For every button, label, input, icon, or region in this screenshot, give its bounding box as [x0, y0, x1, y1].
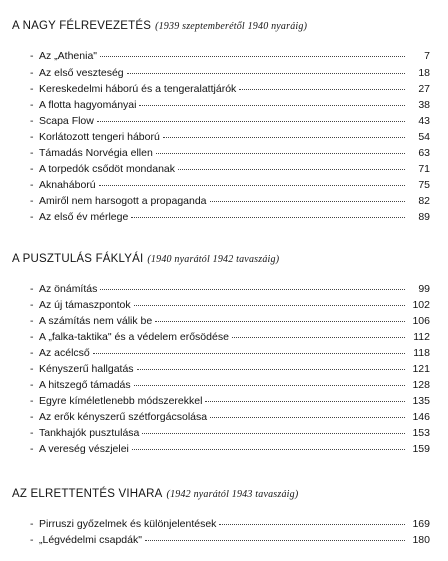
toc-entry: - Az „Athenia" 7	[30, 50, 430, 62]
section-title: A PUSZTULÁS FÁKLYÁI	[12, 253, 144, 265]
entry-page-number: 63	[418, 147, 430, 159]
dot-leader	[137, 368, 405, 370]
dot-leader	[210, 416, 405, 418]
entry-page-number: 75	[418, 179, 430, 191]
entry-page-number: 18	[418, 67, 430, 79]
entry-title: Amiről nem harsogott a propaganda	[39, 195, 207, 207]
dot-leader	[100, 288, 405, 290]
entry-page-number: 71	[418, 163, 430, 175]
entry-title: „Légvédelmi csapdák"	[39, 534, 142, 546]
dot-leader	[155, 320, 405, 322]
dot-leader	[131, 216, 405, 218]
entry-title: Scapa Flow	[39, 115, 94, 127]
entry-title: Az első veszteség	[39, 67, 124, 79]
entry-title: A „falka-taktika" és a védelem erősödése	[39, 331, 229, 343]
entry-page-number: 99	[418, 283, 430, 295]
dot-leader	[134, 384, 405, 386]
entry-title: Az új támaszpontok	[39, 299, 131, 311]
entry-page-number: 146	[412, 411, 430, 423]
dot-leader	[232, 336, 405, 338]
section-title: A NAGY FÉLREVEZETÉS	[12, 20, 152, 32]
dot-leader	[139, 104, 405, 106]
entry-title: A számítás nem válik be	[39, 315, 153, 327]
section-heading	[12, 488, 298, 500]
toc-entry: - A vereség vészjelei 159	[30, 443, 430, 455]
toc-entry: - Tankhajók pusztulása 153	[30, 427, 430, 439]
dot-leader	[239, 88, 405, 90]
toc-entry: - A flotta hagyományai 38	[30, 99, 430, 111]
entry-page-number: 38	[418, 99, 430, 111]
dot-leader	[178, 168, 405, 170]
section-subtitle: (1939 szeptemberétől 1940 nyaráig)	[155, 21, 308, 32]
entry-page-number: 128	[412, 379, 430, 391]
dot-leader	[93, 352, 405, 354]
entry-page-number: 135	[412, 395, 430, 407]
entry-title: Az acélcső	[39, 347, 90, 359]
toc-entry: - Korlátozott tengeri háború 54	[30, 131, 430, 143]
dot-leader	[142, 432, 405, 434]
toc-entry: - Az erők kényszerű szétforgácsolása 146	[30, 411, 430, 423]
dot-leader	[132, 448, 405, 450]
toc-entry: - Az első év mérlege 89	[30, 211, 430, 223]
entry-title: Kényszerű hallgatás	[39, 363, 134, 375]
entry-title: Pirruszi győzelmek és különjelentések	[39, 518, 217, 530]
entry-page-number: 169	[412, 518, 430, 530]
entry-title: Az önámítás	[39, 283, 98, 295]
entry-title: A hitszegő támadás	[39, 379, 131, 391]
entry-page-number: 121	[412, 363, 430, 375]
toc-entry: - Támadás Norvégia ellen 63	[30, 147, 430, 159]
entry-page-number: 7	[424, 50, 430, 62]
toc-entry: - Aknaháború 75	[30, 179, 430, 191]
toc-entry: - Az önámítás 99	[30, 283, 430, 295]
entry-title: Kereskedelmi háború és a tengeralattjárók	[39, 83, 237, 95]
toc-entry: - A torpedók csődöt mondanak 71	[30, 163, 430, 175]
dot-leader	[163, 136, 405, 138]
entry-page-number: 89	[418, 211, 430, 223]
entry-title: Aknaháború	[39, 179, 96, 191]
toc-entry: - Az acélcső 118	[30, 347, 430, 359]
dot-leader	[210, 200, 405, 202]
entry-title: Tankhajók pusztulása	[39, 427, 140, 439]
section-heading	[12, 253, 279, 265]
toc-entry: - Amiről nem harsogott a propaganda 82	[30, 195, 430, 207]
section-subtitle: (1942 nyarától 1943 tavaszáig)	[166, 489, 299, 500]
entry-page-number: 159	[412, 443, 430, 455]
entry-title: A torpedók csődöt mondanak	[39, 163, 176, 175]
toc-entry: - Az első veszteség 18	[30, 67, 430, 79]
toc-entry: - Kényszerű hallgatás 121	[30, 363, 430, 375]
toc-entry: - Az új támaszpontok 102	[30, 299, 430, 311]
entry-page-number: 118	[413, 347, 430, 359]
section-subtitle: (1940 nyarától 1942 tavaszáig)	[147, 254, 280, 265]
dot-leader	[99, 184, 405, 186]
toc-entry: - Pirruszi győzelmek és különjelentések 169	[30, 518, 430, 530]
entry-page-number: 102	[412, 299, 430, 311]
entry-title: Korlátozott tengeri háború	[39, 131, 160, 143]
entry-page-number: 27	[418, 83, 430, 95]
entry-title: Egyre kíméletlenebb módszerekkel	[39, 395, 203, 407]
dot-leader	[205, 400, 405, 402]
entry-title: A flotta hagyományai	[39, 99, 137, 111]
entry-title: Az erők kényszerű szétforgácsolása	[39, 411, 208, 423]
entry-title: Az „Athenia"	[39, 50, 98, 62]
entry-page-number: 106	[412, 315, 430, 327]
toc-entry: - Scapa Flow 43	[30, 115, 430, 127]
toc-entry: - Egyre kíméletlenebb módszerekkel 135	[30, 395, 430, 407]
entry-page-number: 54	[418, 131, 430, 143]
entry-page-number: 153	[412, 427, 430, 439]
entry-page-number: 112	[413, 331, 430, 343]
dot-leader	[127, 72, 405, 74]
dot-leader	[219, 523, 405, 525]
section-title: AZ ELRETTENTÉS VIHARA	[12, 488, 163, 500]
dot-leader	[100, 55, 405, 57]
toc-entry: - Kereskedelmi háború és a tengeralattjárók 27	[30, 83, 430, 95]
entry-title: Az első év mérlege	[39, 211, 129, 223]
toc-entry: - „Légvédelmi csapdák" 180	[30, 534, 430, 546]
dot-leader	[156, 152, 405, 154]
entry-title: A vereség vészjelei	[39, 443, 129, 455]
section-heading	[12, 20, 307, 32]
toc-entry: - A számítás nem válik be 106	[30, 315, 430, 327]
dot-leader	[97, 120, 405, 122]
entry-page-number: 82	[418, 195, 430, 207]
entry-page-number: 43	[418, 115, 430, 127]
toc-entry: - A „falka-taktika" és a védelem erősödése 112	[30, 331, 430, 343]
toc-entry: - A hitszegő támadás 128	[30, 379, 430, 391]
dot-leader	[145, 539, 405, 541]
dot-leader	[134, 304, 405, 306]
entry-title: Támadás Norvégia ellen	[39, 147, 153, 159]
entry-page-number: 180	[412, 534, 430, 546]
